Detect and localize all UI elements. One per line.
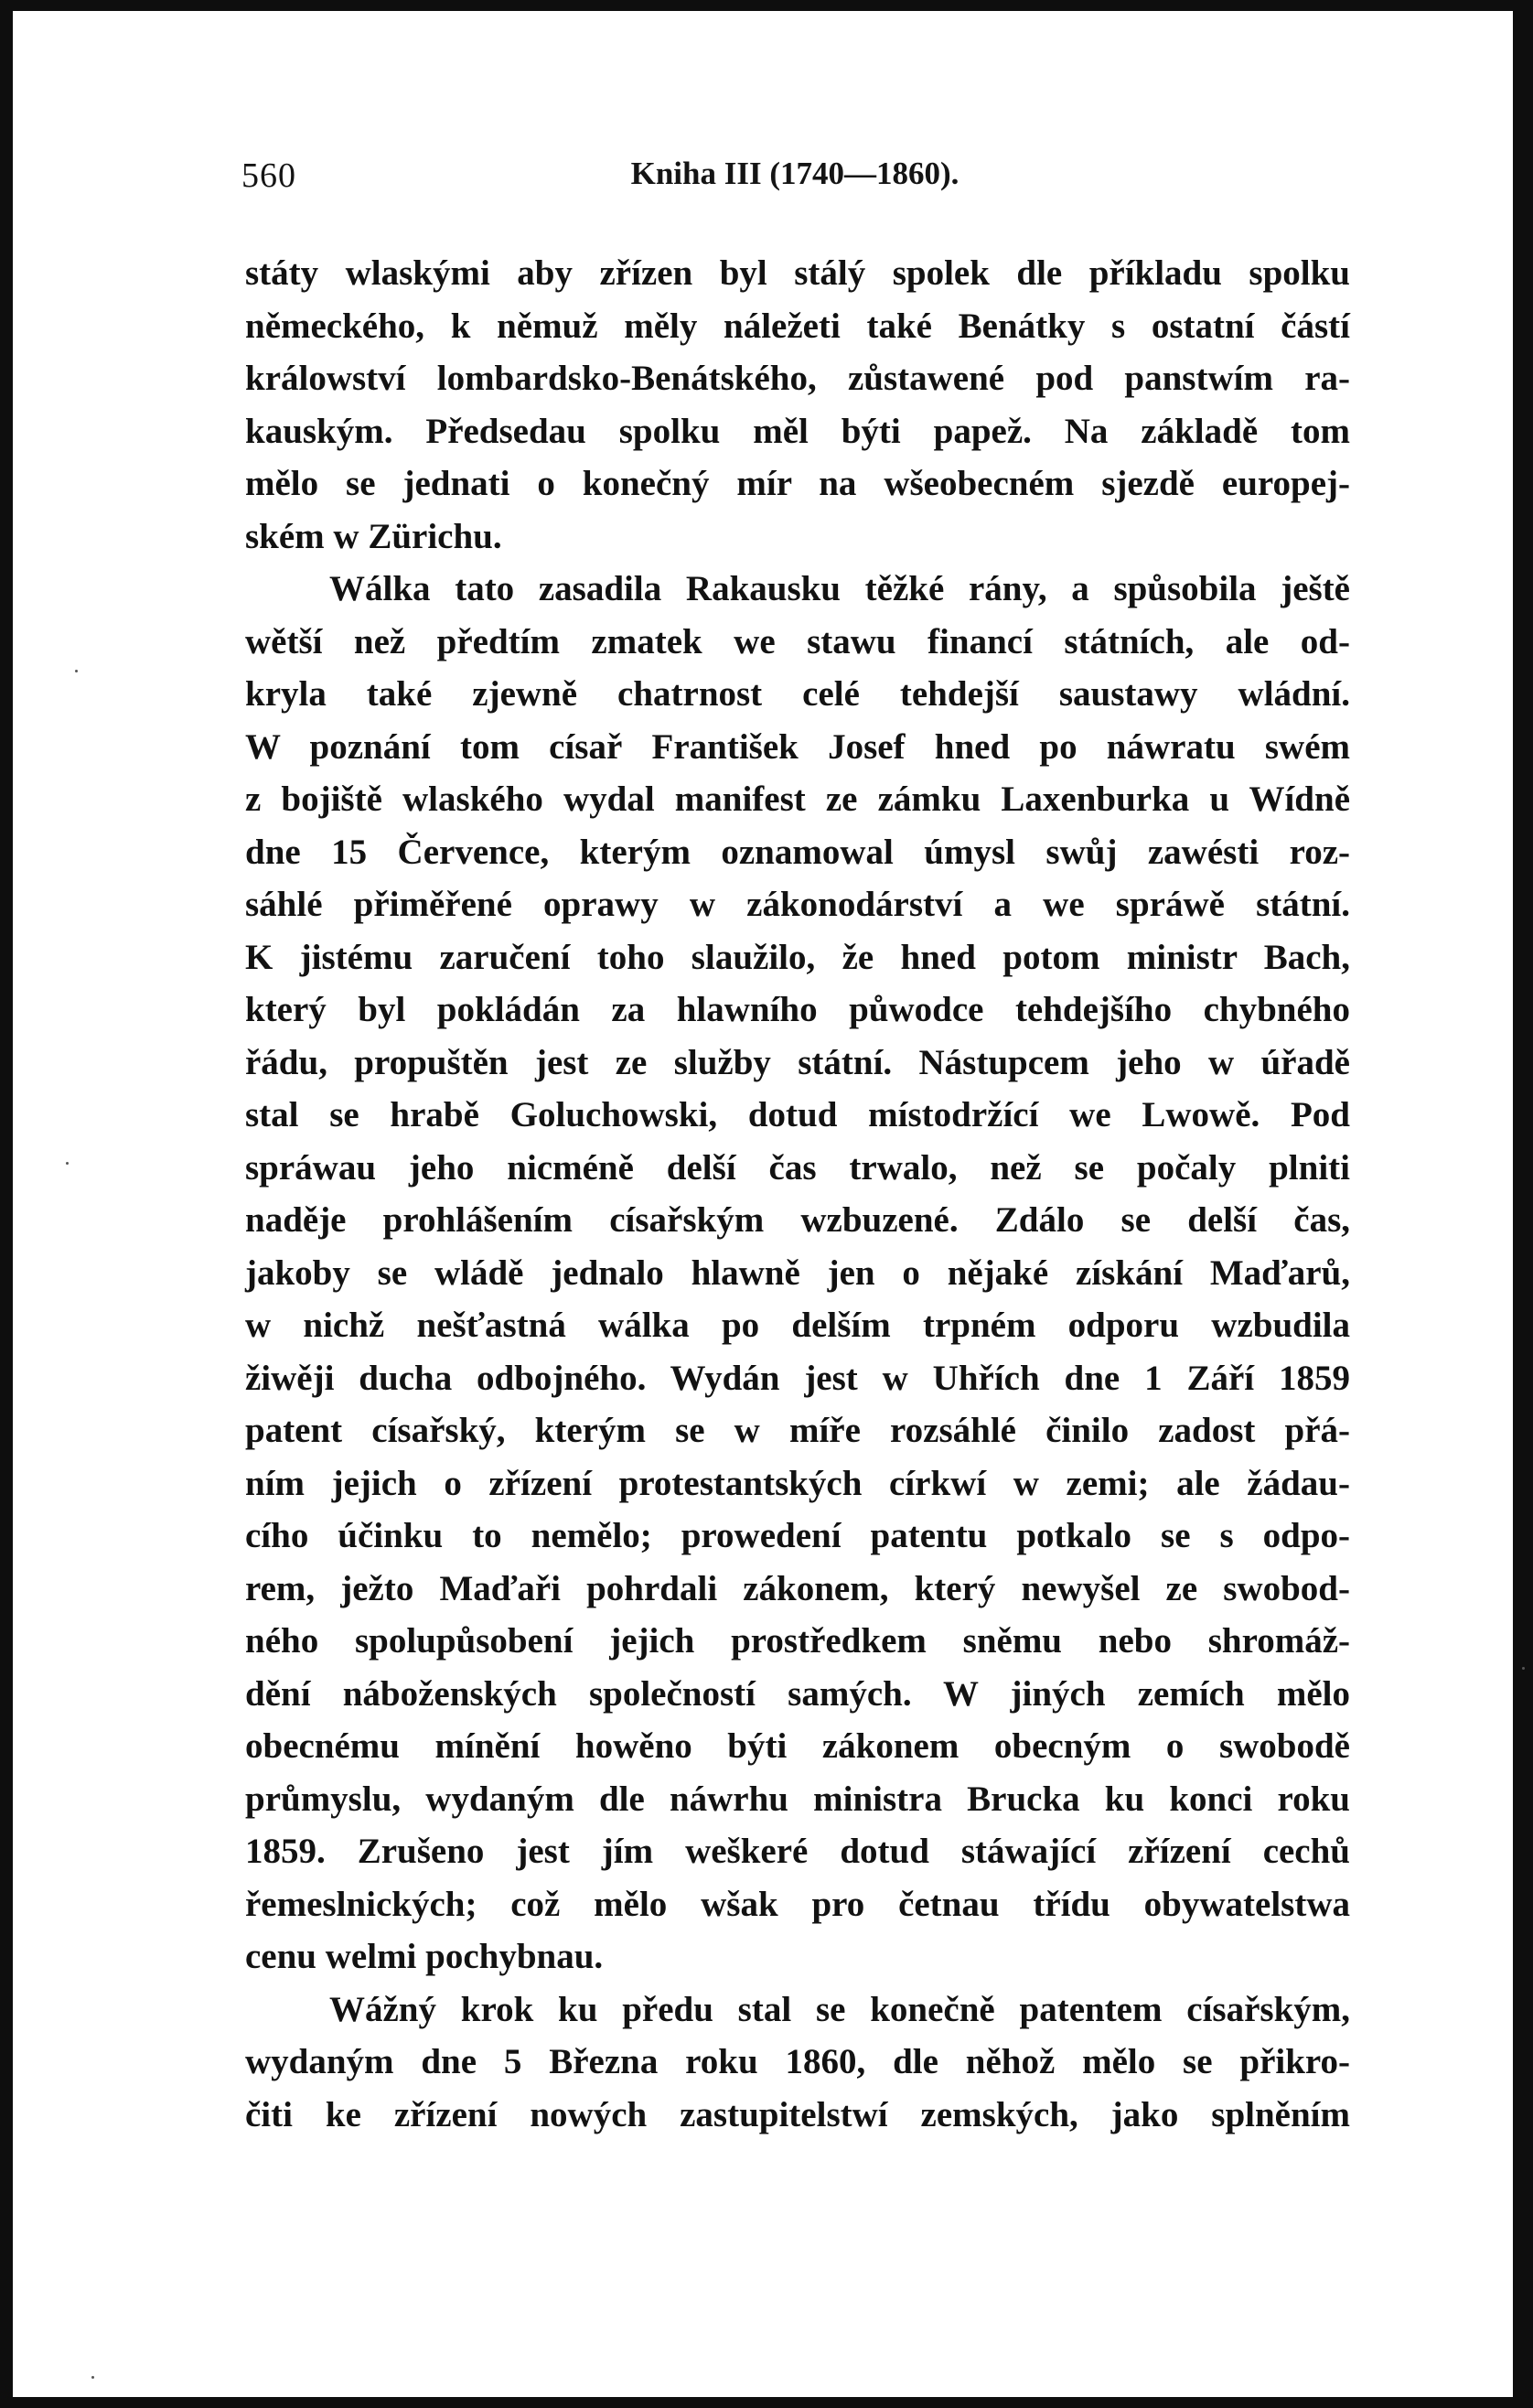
paragraph xyxy=(245,1983,1350,2142)
scan-speck xyxy=(66,1162,69,1165)
text-line: státy wlaskými aby zřízen byl stálý spolek dle příkladu spolku xyxy=(245,253,1350,293)
text-line: německého, k němuž měly náležeti také Benátky s ostatní částí xyxy=(245,306,1350,346)
scan-speck xyxy=(75,670,78,672)
text-line: dění náboženských společností samých. W jiných zemích mělo xyxy=(245,1673,1350,1714)
running-head xyxy=(241,156,1348,201)
text-line: K jistému zaručení toho slaužilo, že hned potom ministr Bach, xyxy=(245,937,1350,977)
text-line: dne 15 Července, kterým oznamowal úmysl swůj zawésti roz- xyxy=(245,832,1350,872)
text-line: jakoby se wládě jednalo hlawně jen o nějaké získání Maďarů, xyxy=(245,1252,1350,1293)
text-body xyxy=(245,247,1350,2141)
text-line: w nichž nešťastná wálka po delším trpném odporu wzbudila xyxy=(245,1306,1350,1345)
text-line: cího účinku to nemělo; prowedení patentu potkalo se s odpo- xyxy=(245,1516,1350,1555)
paragraph xyxy=(245,247,1350,563)
text-line: W poznání tom císař František Josef hned po náwratu swém xyxy=(245,726,1350,767)
running-title: Kniha III (1740—1860). xyxy=(630,156,959,191)
text-line: Wálka tato zasadila Rakausku těžké rány, a spůsobila ještě xyxy=(329,569,1350,608)
text-line: rem, ježto Maďaři pohrdali zákonem, který newyšel ze swobod- xyxy=(245,1568,1350,1608)
text-line: kryla také zjewně chatrnost celé tehdejší saustawy wládní. xyxy=(245,674,1350,714)
text-line: wydaným dne 5 Března roku 1860, dle něhož mělo se přikro- xyxy=(245,2042,1350,2081)
text-line: 1859. Zrušeno jest jím weškeré dotud stáwající zřízení cechů xyxy=(245,1832,1350,1871)
text-line: mělo se jednati o konečný mír na wšeobecném sjezdě europej- xyxy=(245,464,1350,503)
text-line: čiti ke zřízení nowých zastupitelstwí zemských, jako splněním xyxy=(245,2094,1350,2134)
text-line: sáhlé přiměřené oprawy w zákonodárství a we spráwě státní. xyxy=(245,885,1350,924)
text-line: cenu welmi pochybnau. xyxy=(245,1937,604,1976)
text-line: wětší než předtím zmatek we stawu financí státních, ale od- xyxy=(245,621,1350,661)
text-line: stal se hrabě Goluchowski, dotud místodržící we Lwowě. Pod xyxy=(245,1095,1350,1134)
scan-speck xyxy=(91,2376,94,2379)
text-line: kauským. Předsedau spolku měl býti papež. Na základě tom xyxy=(245,411,1350,451)
text-line: ském w Zürichu. xyxy=(245,516,502,556)
page-number: 560 xyxy=(241,156,296,195)
text-line: průmyslu, wydaným dle náwrhu ministra Brucka ku konci roku xyxy=(245,1779,1350,1819)
text-line: patent císařský, kterým se w míře rozsáhlé činilo zadost přá- xyxy=(245,1411,1350,1450)
text-line: spráwau jeho nicméně delší čas trwalo, než se počaly plniti xyxy=(245,1147,1350,1188)
text-line: který byl pokládán za hlawního půwodce tehdejšího chybného xyxy=(245,990,1350,1029)
text-line: králowství lombardsko-Benátského, zůstawené pod panstwím ra- xyxy=(245,359,1350,398)
scan-speck xyxy=(1522,1667,1525,1670)
text-line: řemeslnických; což mělo wšak pro četnau třídu obywatelstwa xyxy=(245,1884,1350,1924)
text-line: ním jejich o zřízení protestantských církwí w zemi; ale žádau- xyxy=(245,1463,1350,1503)
text-line: řádu, propuštěn jest ze služby státní. Nástupcem jeho w úřadě xyxy=(245,1042,1350,1082)
paragraph xyxy=(245,563,1350,1983)
text-line: z bojiště wlaského wydal manifest ze zámku Laxenburka u Wídně xyxy=(245,779,1350,819)
text-line: ného spolupůsobení jejich prostředkem sněmu nebo shromáž- xyxy=(245,1621,1350,1661)
text-line: žiwěji ducha odbojného. Wydán jest w Uhřích dne 1 Září 1859 xyxy=(245,1358,1350,1398)
text-line: Wážný krok ku předu stal se konečně patentem císařským, xyxy=(329,1989,1350,2029)
text-line: obecnému mínění howěno býti zákonem obecným o swobodě xyxy=(245,1726,1350,1766)
text-line: naděje prohlášením císařským wzbuzené. Zdálo se delší čas, xyxy=(245,1200,1350,1240)
